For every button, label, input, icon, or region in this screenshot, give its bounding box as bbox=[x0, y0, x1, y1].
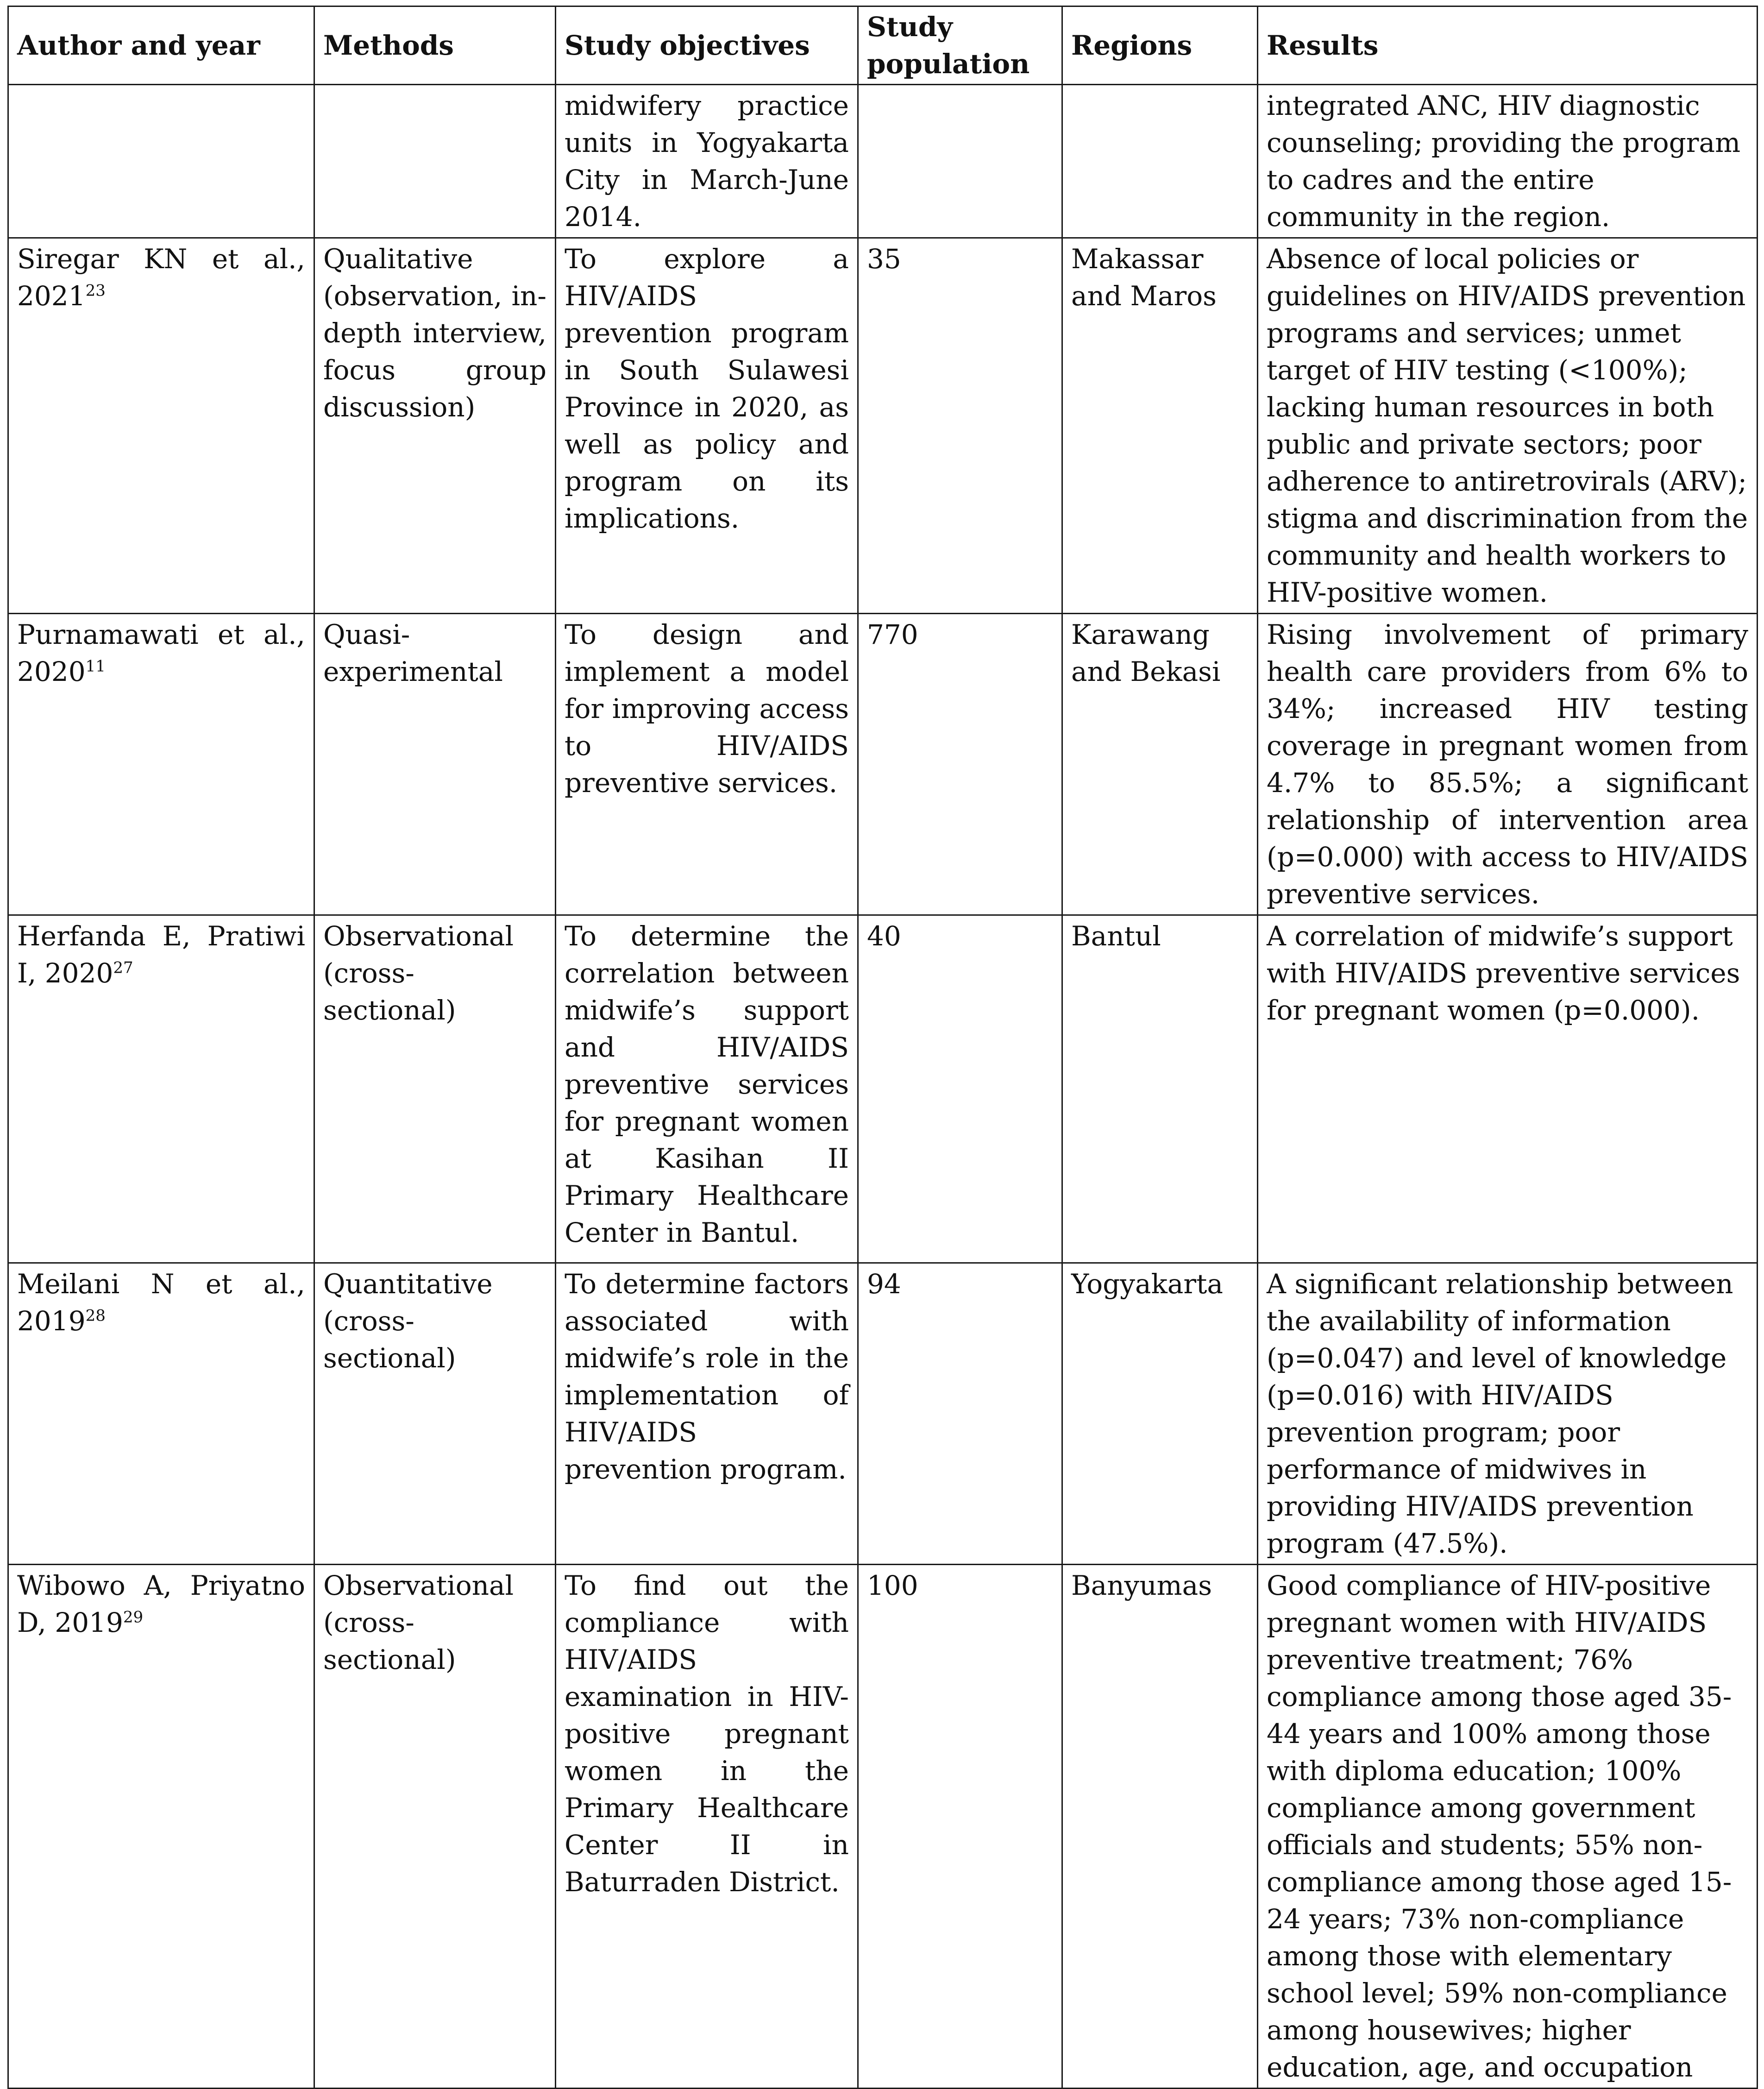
table-row bbox=[8, 238, 1758, 614]
cell-results: A significant relationship between the availability of information (p=0.047) and level of knowledge (p=0.016) with HIV/AIDS prevention program; poor performance of midwives in providing HIV/AIDS prevention program (47.5%). bbox=[1258, 1263, 1758, 1565]
author-text: Meilani N et al., 2019 bbox=[17, 1268, 305, 1337]
cell-author bbox=[8, 614, 314, 915]
reference-superscript: 29 bbox=[123, 1608, 144, 1627]
cell-population: 100 bbox=[858, 1565, 1062, 2089]
cell-objectives: To find out the compliance with HIV/AIDS examination in HIV-positive pregnant women in the Primary Healthcare Center II in Baturraden District. bbox=[556, 1565, 858, 2089]
cell-methods bbox=[314, 85, 556, 238]
author-text: Wibowo A, Priyatno D, 2019 bbox=[17, 1570, 305, 1638]
literature-review-table-container bbox=[7, 6, 1757, 2089]
cell-regions: Karawang and Bekasi bbox=[1062, 614, 1258, 915]
table-row bbox=[8, 614, 1758, 915]
reference-superscript: 27 bbox=[113, 958, 133, 977]
cell-author bbox=[8, 1565, 314, 2089]
author-text: Herfanda E, Pratiwi I, 2020 bbox=[17, 920, 305, 989]
cell-population: 770 bbox=[858, 614, 1062, 915]
cell-objectives: To design and implement a model for improving access to HIV/AIDS preventive services. bbox=[556, 614, 858, 915]
author-text: Purnamawati et al., 2020 bbox=[17, 619, 305, 687]
cell-population: 94 bbox=[858, 1263, 1062, 1565]
header-study-population: Study population bbox=[858, 6, 1062, 85]
author-text: Siregar KN et al., 2021 bbox=[17, 243, 305, 312]
header-results: Results bbox=[1258, 6, 1758, 85]
reference-superscript: 23 bbox=[85, 281, 106, 300]
cell-author bbox=[8, 238, 314, 614]
cell-methods: Observational (cross-sectional) bbox=[314, 915, 556, 1263]
cell-regions bbox=[1062, 85, 1258, 238]
cell-methods: Observational (cross-sectional) bbox=[314, 1565, 556, 2089]
cell-results: Good compliance of HIV-positive pregnant women with HIV/AIDS preventive treatment; 76% compliance among those aged 35-44 years and 100% among those with diploma education; 100% compliance among government officials and students; 55% non-compliance among those aged 15-24 years; 73% non-compliance among those with elementary school level; 59% non-compliance among housewives; higher education, age, and occupation bbox=[1258, 1565, 1758, 2089]
header-regions: Regions bbox=[1062, 6, 1258, 85]
cell-methods: Qualitative (observation, in-depth interview, focus group discussion) bbox=[314, 238, 556, 614]
literature-review-table bbox=[7, 6, 1758, 2089]
cell-results: integrated ANC, HIV diagnostic counseling; providing the program to cadres and the entire community in the region. bbox=[1258, 85, 1758, 238]
cell-objectives: To determine factors associated with midwife’s role in the implementation of HIV/AIDS prevention program. bbox=[556, 1263, 858, 1565]
header-row bbox=[8, 6, 1758, 85]
table-row bbox=[8, 915, 1758, 1263]
cell-results: A correlation of midwife’s support with HIV/AIDS preventive services for pregnant women (p=0.000). bbox=[1258, 915, 1758, 1263]
table-row bbox=[8, 1263, 1758, 1565]
cell-population: 40 bbox=[858, 915, 1062, 1263]
cell-results: Absence of local policies or guidelines on HIV/AIDS prevention programs and services; unmet target of HIV testing (<100%); lacking human resources in both public and private sectors; poor adherence to antiretrovirals (ARV); stigma and discrimination from the community and health workers to HIV-positive women. bbox=[1258, 238, 1758, 614]
cell-population: 35 bbox=[858, 238, 1062, 614]
table-row bbox=[8, 85, 1758, 238]
header-study-objectives: Study objectives bbox=[556, 6, 858, 85]
cell-regions: Bantul bbox=[1062, 915, 1258, 1263]
cell-regions: Yogyakarta bbox=[1062, 1263, 1258, 1565]
header-author-year: Author and year bbox=[8, 6, 314, 85]
table-row bbox=[8, 1565, 1758, 2089]
header-methods: Methods bbox=[314, 6, 556, 85]
cell-objectives: To determine the correlation between midwife’s support and HIV/AIDS preventive services for pregnant women at Kasihan II Primary Healthcare Center in Bantul. bbox=[556, 915, 858, 1263]
cell-results: Rising involvement of primary health care providers from 6% to 34%; increased HIV testing coverage in pregnant women from 4.7% to 85.5%; a significant relationship of intervention area (p=0.000) with access to HIV/AIDS preventive services. bbox=[1258, 614, 1758, 915]
cell-author bbox=[8, 1263, 314, 1565]
cell-regions: Makassar and Maros bbox=[1062, 238, 1258, 614]
cell-objectives: To explore a HIV/AIDS prevention program in South Sulawesi Province in 2020, as well as policy and program on its implications. bbox=[556, 238, 858, 614]
cell-author bbox=[8, 85, 314, 238]
cell-regions: Banyumas bbox=[1062, 1565, 1258, 2089]
reference-superscript: 28 bbox=[85, 1306, 106, 1325]
cell-methods: Quantitative (cross-sectional) bbox=[314, 1263, 556, 1565]
cell-author bbox=[8, 915, 314, 1263]
cell-population bbox=[858, 85, 1062, 238]
cell-methods: Quasi-experimental bbox=[314, 614, 556, 915]
reference-superscript: 11 bbox=[85, 657, 106, 676]
cell-objectives: midwifery practice units in Yogyakarta City in March-June 2014. bbox=[556, 85, 858, 238]
